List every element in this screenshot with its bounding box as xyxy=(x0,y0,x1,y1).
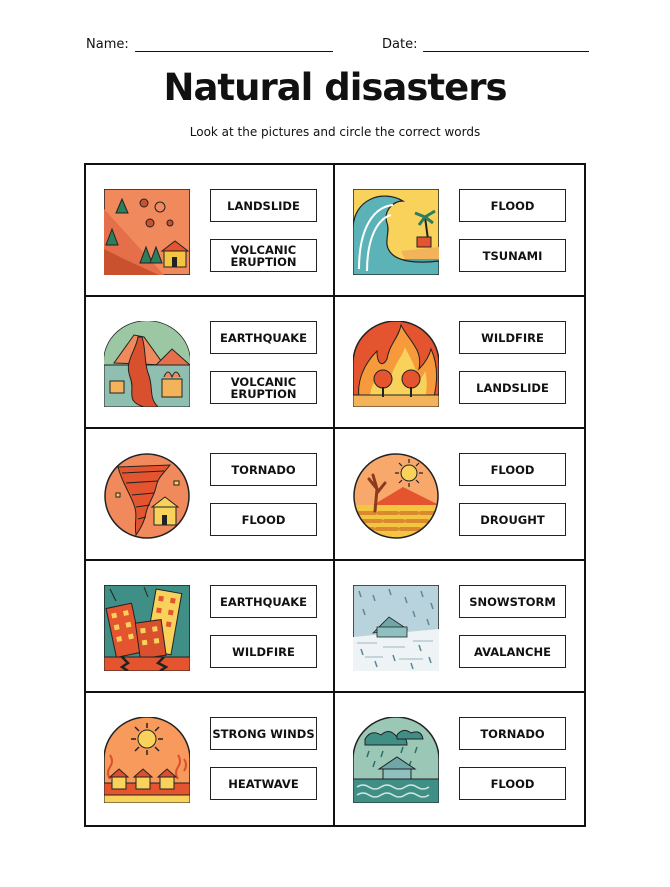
answer-option[interactable]: FLOOD xyxy=(210,503,317,536)
page-title: Natural disasters xyxy=(163,66,507,109)
answer-option[interactable]: AVALANCHE xyxy=(459,635,566,668)
volcano-icon xyxy=(104,321,190,407)
exercise-cell xyxy=(86,297,335,429)
answer-option[interactable]: EARTHQUAKE xyxy=(210,321,317,354)
exercise-grid xyxy=(84,163,586,827)
exercise-cell xyxy=(86,165,335,297)
date-label: Date: xyxy=(382,37,418,52)
answer-option[interactable]: TORNADO xyxy=(459,717,566,750)
exercise-cell xyxy=(335,165,584,297)
answer-option[interactable]: FLOOD xyxy=(459,767,566,800)
drought-icon xyxy=(353,453,439,539)
tsunami-icon xyxy=(353,189,439,275)
answer-option[interactable]: FLOOD xyxy=(459,189,566,222)
answer-option[interactable]: HEATWAVE xyxy=(210,767,317,800)
answer-option[interactable]: TORNADO xyxy=(210,453,317,486)
snowstorm-icon xyxy=(353,585,439,671)
earthquake-icon xyxy=(104,585,190,671)
answer-option[interactable]: VOLCANIC ERUPTION xyxy=(210,371,317,404)
name-label: Name: xyxy=(86,37,129,52)
answer-option[interactable]: EARTHQUAKE xyxy=(210,585,317,618)
exercise-cell xyxy=(86,561,335,693)
wildfire-icon xyxy=(353,321,439,407)
answer-option[interactable]: VOLCANIC ERUPTION xyxy=(210,239,317,272)
exercise-cell xyxy=(335,561,584,693)
answer-option[interactable]: TSUNAMI xyxy=(459,239,566,272)
answer-option[interactable]: DROUGHT xyxy=(459,503,566,536)
name-field[interactable] xyxy=(86,37,333,52)
answer-option[interactable]: SNOWSTORM xyxy=(459,585,566,618)
flood-icon xyxy=(353,717,439,803)
answer-option[interactable]: LANDSLIDE xyxy=(459,371,566,404)
exercise-cell xyxy=(335,693,584,825)
answer-option[interactable]: FLOOD xyxy=(459,453,566,486)
date-field[interactable] xyxy=(382,37,589,52)
exercise-cell xyxy=(335,429,584,561)
exercise-cell xyxy=(86,693,335,825)
tornado-icon xyxy=(104,453,190,539)
exercise-cell xyxy=(86,429,335,561)
instructions: Look at the pictures and circle the correct words xyxy=(189,125,481,139)
answer-option[interactable]: WILDFIRE xyxy=(459,321,566,354)
exercise-cell xyxy=(335,297,584,429)
answer-option[interactable]: STRONG WINDS xyxy=(210,717,317,750)
answer-option[interactable]: LANDSLIDE xyxy=(210,189,317,222)
landslide-icon xyxy=(104,189,190,275)
date-line[interactable] xyxy=(423,39,589,52)
answer-option[interactable]: WILDFIRE xyxy=(210,635,317,668)
name-line[interactable] xyxy=(135,39,333,52)
heatwave-icon xyxy=(104,717,190,803)
